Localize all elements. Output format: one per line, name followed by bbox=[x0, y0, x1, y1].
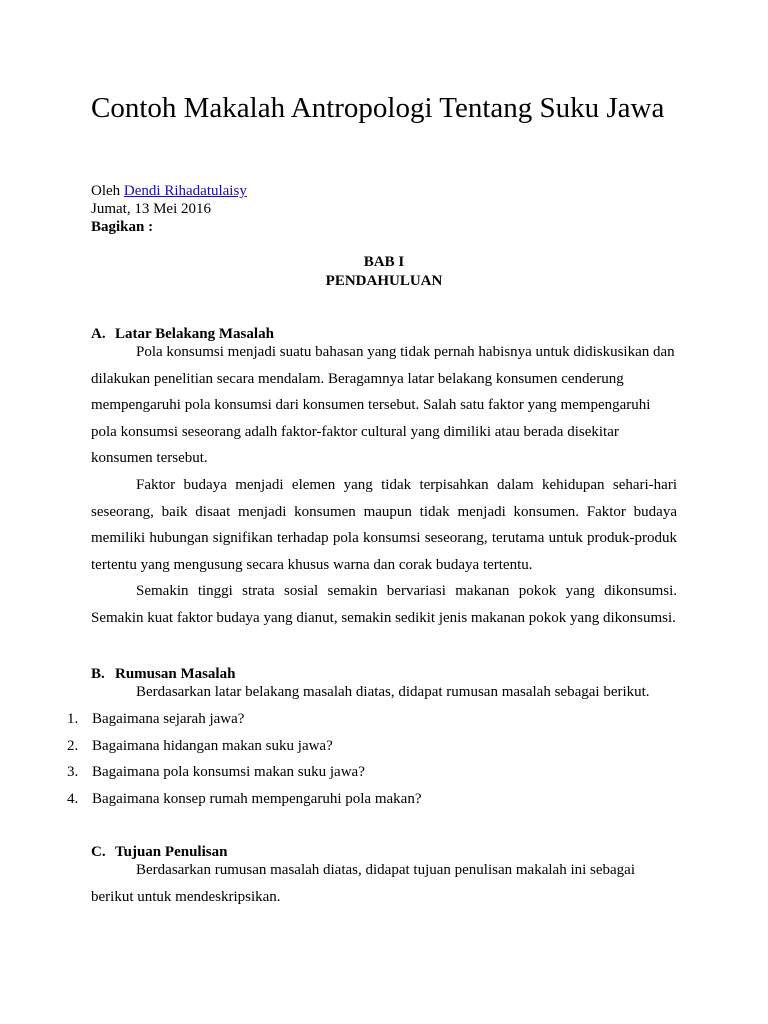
list-text: Bagaimana pola konsumsi makan suku jawa? bbox=[92, 764, 365, 780]
section-a-paragraph-3 bbox=[91, 578, 677, 631]
section-b-letter: B. bbox=[91, 666, 105, 682]
list-number: 4. bbox=[67, 790, 79, 807]
publish-date: Jumat, 13 Mei 2016 bbox=[91, 201, 211, 217]
paragraph-text: Semakin tinggi strata sosial semakin bervariasi makanan pokok yang dikonsumsi. Semakin kuat faktor budaya yang dianut, semakin sedikit jenis makanan pokok yang dikonsumsi. bbox=[91, 583, 677, 626]
paragraph-text: Faktor budaya menjadi elemen yang tidak terpisahkan dalam kehidupan sehari-hari seseorang, baik disaat menjadi konsumen maupun tidak menjadi konsumen. Faktor budaya memiliki hubungan signifikan terhadap pola konsumsi seseorang, terutama untuk produk-produk tertentu yang mengusung secara khusus warna dan corak budaya tertentu. bbox=[91, 477, 677, 573]
list-item bbox=[67, 710, 421, 737]
list-item bbox=[67, 763, 421, 790]
section-c-letter: C. bbox=[91, 844, 106, 860]
section-a-paragraph-1 bbox=[91, 339, 677, 472]
section-b-heading bbox=[91, 665, 235, 683]
byline bbox=[91, 182, 247, 236]
list-text: Bagaimana sejarah jawa? bbox=[92, 711, 245, 727]
section-a-letter: A. bbox=[91, 326, 106, 342]
chapter-name: PENDAHULUAN bbox=[325, 273, 443, 289]
list-item bbox=[67, 790, 421, 817]
chapter-number: BAB I bbox=[363, 254, 405, 270]
paragraph-text: Pola konsumsi menjadi suatu bahasan yang tidak pernah habisnya untuk didiskusikan dan dilakukan penelitian secara mendalam. Beragamnya latar belakang konsumen cenderung mempengaruhi pola konsumsi dari konsumen tersebut. Salah satu faktor yang mempengaruhi pola konsumsi seseorang adalh faktor-faktor cultural yang dimiliki atau berada disekitar konsumen tersebut. bbox=[91, 344, 675, 466]
section-b-intro: Berdasarkan latar belakang masalah diatas, didapat rumusan masalah sebagai berikut. bbox=[136, 684, 650, 700]
author-line bbox=[91, 182, 247, 200]
section-b-title: Rumusan Masalah bbox=[115, 666, 236, 682]
list-text: Bagaimana hidangan makan suku jawa? bbox=[92, 737, 333, 754]
list-number: 3. bbox=[67, 764, 79, 780]
list-item bbox=[67, 737, 421, 764]
section-c-intro-line-2: berikut untuk mendeskripsikan. bbox=[91, 889, 281, 905]
section-c-intro-line-1: Berdasarkan rumusan masalah diatas, didapat tujuan penulisan makalah ini sebagai bbox=[136, 862, 636, 878]
section-a-title: Latar Belakang Masalah bbox=[115, 326, 274, 342]
question-list bbox=[67, 710, 421, 816]
section-a-paragraph-2 bbox=[91, 472, 677, 578]
page-title: Contoh Makalah Antropologi Tentang Suku Jawa bbox=[91, 92, 665, 124]
section-c-title: Tujuan Penulisan bbox=[115, 844, 228, 860]
list-number: 1. bbox=[67, 711, 79, 727]
list-number: 2. bbox=[67, 737, 79, 754]
author-link[interactable]: Dendi Rihadatulaisy bbox=[123, 183, 247, 199]
list-text: Bagaimana konsep rumah mempengaruhi pola makan? bbox=[92, 790, 422, 807]
share-label: Bagikan : bbox=[91, 219, 154, 235]
section-c-heading bbox=[91, 843, 227, 861]
byline-prefix: Oleh bbox=[91, 183, 121, 199]
